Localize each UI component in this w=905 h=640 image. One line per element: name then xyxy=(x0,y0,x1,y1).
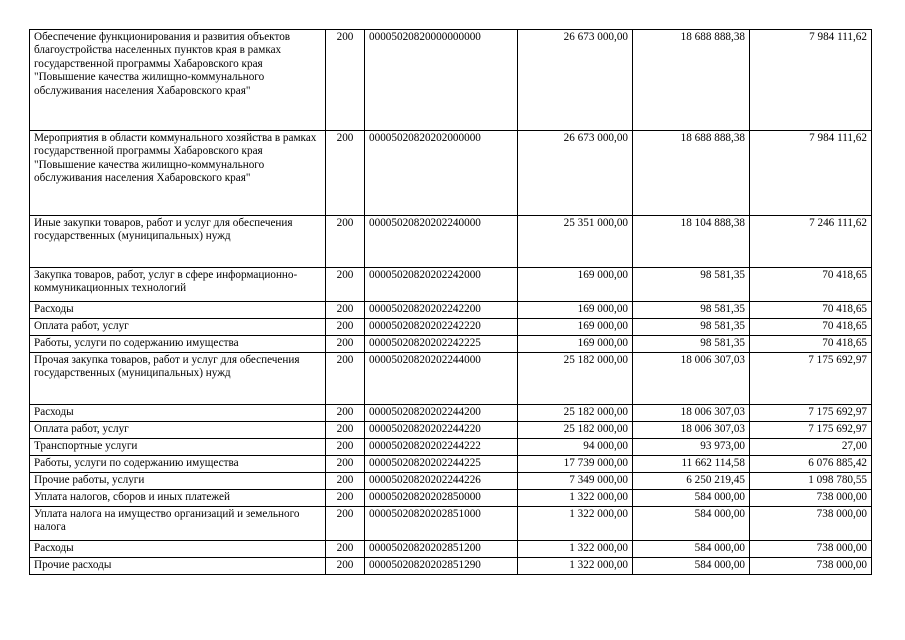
row-executed-amount: 98 581,35 xyxy=(633,268,750,302)
row-line-code: 200 xyxy=(326,405,365,422)
row-approved-amount: 169 000,00 xyxy=(518,302,633,319)
table-row xyxy=(30,405,872,422)
row-classification-code: 00005020820202242220 xyxy=(365,319,518,336)
row-approved-amount: 25 182 000,00 xyxy=(518,353,633,405)
row-executed-amount: 584 000,00 xyxy=(633,558,750,575)
budget-execution-table xyxy=(29,29,872,575)
row-unexecuted-amount: 6 076 885,42 xyxy=(750,456,872,473)
row-classification-code: 00005020820202850000 xyxy=(365,490,518,507)
row-unexecuted-amount: 7 984 111,62 xyxy=(750,131,872,216)
table-row xyxy=(30,131,872,216)
row-name: Уплата налога на имущество организаций и земельного налога xyxy=(30,507,326,541)
row-name: Прочие работы, услуги xyxy=(30,473,326,490)
table-row xyxy=(30,268,872,302)
row-approved-amount: 94 000,00 xyxy=(518,439,633,456)
row-executed-amount: 18 688 888,38 xyxy=(633,131,750,216)
row-line-code: 200 xyxy=(326,473,365,490)
row-approved-amount: 1 322 000,00 xyxy=(518,541,633,558)
row-executed-amount: 584 000,00 xyxy=(633,490,750,507)
row-line-code: 200 xyxy=(326,541,365,558)
row-line-code: 200 xyxy=(326,336,365,353)
row-name: Расходы xyxy=(30,405,326,422)
row-unexecuted-amount: 1 098 780,55 xyxy=(750,473,872,490)
row-executed-amount: 18 006 307,03 xyxy=(633,353,750,405)
row-unexecuted-amount: 27,00 xyxy=(750,439,872,456)
row-unexecuted-amount: 7 175 692,97 xyxy=(750,405,872,422)
row-unexecuted-amount: 70 418,65 xyxy=(750,336,872,353)
row-line-code: 200 xyxy=(326,30,365,131)
row-unexecuted-amount: 7 175 692,97 xyxy=(750,353,872,405)
row-approved-amount: 169 000,00 xyxy=(518,336,633,353)
row-executed-amount: 98 581,35 xyxy=(633,302,750,319)
row-approved-amount: 26 673 000,00 xyxy=(518,131,633,216)
row-approved-amount: 26 673 000,00 xyxy=(518,30,633,131)
row-classification-code: 00005020820202244220 xyxy=(365,422,518,439)
row-line-code: 200 xyxy=(326,558,365,575)
row-classification-code: 00005020820202242225 xyxy=(365,336,518,353)
row-executed-amount: 584 000,00 xyxy=(633,541,750,558)
row-line-code: 200 xyxy=(326,456,365,473)
row-classification-code: 00005020820202242000 xyxy=(365,268,518,302)
row-name: Работы, услуги по содержанию имущества xyxy=(30,336,326,353)
row-approved-amount: 1 322 000,00 xyxy=(518,490,633,507)
row-line-code: 200 xyxy=(326,353,365,405)
row-executed-amount: 18 104 888,38 xyxy=(633,216,750,268)
row-name: Обеспечение функционирования и развития объектов благоустройства населенных пунктов края в рамках государственной программы Хабаровского края "Повышение качества жилищно-коммунального обслуживания населения Хабаровского края" xyxy=(30,30,326,131)
row-classification-code: 00005020820202244200 xyxy=(365,405,518,422)
row-approved-amount: 1 322 000,00 xyxy=(518,507,633,541)
row-classification-code: 00005020820202851000 xyxy=(365,507,518,541)
row-approved-amount: 17 739 000,00 xyxy=(518,456,633,473)
table-row xyxy=(30,353,872,405)
row-approved-amount: 25 182 000,00 xyxy=(518,422,633,439)
row-approved-amount: 7 349 000,00 xyxy=(518,473,633,490)
row-name: Уплата налогов, сборов и иных платежей xyxy=(30,490,326,507)
row-line-code: 200 xyxy=(326,422,365,439)
row-line-code: 200 xyxy=(326,268,365,302)
row-name: Транспортные услуги xyxy=(30,439,326,456)
table-row xyxy=(30,302,872,319)
row-line-code: 200 xyxy=(326,507,365,541)
row-executed-amount: 584 000,00 xyxy=(633,507,750,541)
row-line-code: 200 xyxy=(326,439,365,456)
row-executed-amount: 98 581,35 xyxy=(633,336,750,353)
row-line-code: 200 xyxy=(326,319,365,336)
row-name: Иные закупки товаров, работ и услуг для обеспечения государственных (муниципальных) нужд xyxy=(30,216,326,268)
row-unexecuted-amount: 738 000,00 xyxy=(750,558,872,575)
row-approved-amount: 169 000,00 xyxy=(518,268,633,302)
row-approved-amount: 25 182 000,00 xyxy=(518,405,633,422)
row-classification-code: 00005020820202242200 xyxy=(365,302,518,319)
row-unexecuted-amount: 70 418,65 xyxy=(750,302,872,319)
row-unexecuted-amount: 738 000,00 xyxy=(750,490,872,507)
row-line-code: 200 xyxy=(326,302,365,319)
row-classification-code: 00005020820202244222 xyxy=(365,439,518,456)
row-approved-amount: 169 000,00 xyxy=(518,319,633,336)
row-executed-amount: 98 581,35 xyxy=(633,319,750,336)
table-row xyxy=(30,319,872,336)
table-row xyxy=(30,507,872,541)
row-executed-amount: 6 250 219,45 xyxy=(633,473,750,490)
row-unexecuted-amount: 738 000,00 xyxy=(750,541,872,558)
row-approved-amount: 25 351 000,00 xyxy=(518,216,633,268)
row-executed-amount: 18 688 888,38 xyxy=(633,30,750,131)
row-name: Расходы xyxy=(30,541,326,558)
row-unexecuted-amount: 7 984 111,62 xyxy=(750,30,872,131)
row-line-code: 200 xyxy=(326,216,365,268)
row-classification-code: 00005020820202240000 xyxy=(365,216,518,268)
table-row xyxy=(30,456,872,473)
row-classification-code: 00005020820202000000 xyxy=(365,131,518,216)
table-row xyxy=(30,439,872,456)
row-name: Работы, услуги по содержанию имущества xyxy=(30,456,326,473)
table-body xyxy=(30,30,872,575)
table-row xyxy=(30,422,872,439)
row-executed-amount: 93 973,00 xyxy=(633,439,750,456)
row-name: Мероприятия в области коммунального хозяйства в рамках государственной программы Хабаровского края "Повышение качества жилищно-коммунального обслуживания населения Хабаровского края" xyxy=(30,131,326,216)
table-row xyxy=(30,216,872,268)
row-classification-code: 00005020820202244000 xyxy=(365,353,518,405)
table-row xyxy=(30,558,872,575)
row-approved-amount: 1 322 000,00 xyxy=(518,558,633,575)
row-unexecuted-amount: 738 000,00 xyxy=(750,507,872,541)
row-line-code: 200 xyxy=(326,490,365,507)
row-line-code: 200 xyxy=(326,131,365,216)
row-name: Прочая закупка товаров, работ и услуг для обеспечения государственных (муниципальных) нужд xyxy=(30,353,326,405)
row-executed-amount: 18 006 307,03 xyxy=(633,405,750,422)
table-row xyxy=(30,30,872,131)
row-classification-code: 00005020820202851200 xyxy=(365,541,518,558)
row-classification-code: 00005020820000000000 xyxy=(365,30,518,131)
row-unexecuted-amount: 7 175 692,97 xyxy=(750,422,872,439)
row-name: Закупка товаров, работ, услуг в сфере информационно-коммуникационных технологий xyxy=(30,268,326,302)
row-name: Оплата работ, услуг xyxy=(30,319,326,336)
row-classification-code: 00005020820202851290 xyxy=(365,558,518,575)
row-classification-code: 00005020820202244225 xyxy=(365,456,518,473)
row-classification-code: 00005020820202244226 xyxy=(365,473,518,490)
row-unexecuted-amount: 70 418,65 xyxy=(750,319,872,336)
table-row xyxy=(30,473,872,490)
row-name: Оплата работ, услуг xyxy=(30,422,326,439)
row-executed-amount: 18 006 307,03 xyxy=(633,422,750,439)
table-row xyxy=(30,336,872,353)
row-name: Расходы xyxy=(30,302,326,319)
table-row xyxy=(30,490,872,507)
row-name: Прочие расходы xyxy=(30,558,326,575)
table-row xyxy=(30,541,872,558)
row-unexecuted-amount: 70 418,65 xyxy=(750,268,872,302)
row-executed-amount: 11 662 114,58 xyxy=(633,456,750,473)
row-unexecuted-amount: 7 246 111,62 xyxy=(750,216,872,268)
